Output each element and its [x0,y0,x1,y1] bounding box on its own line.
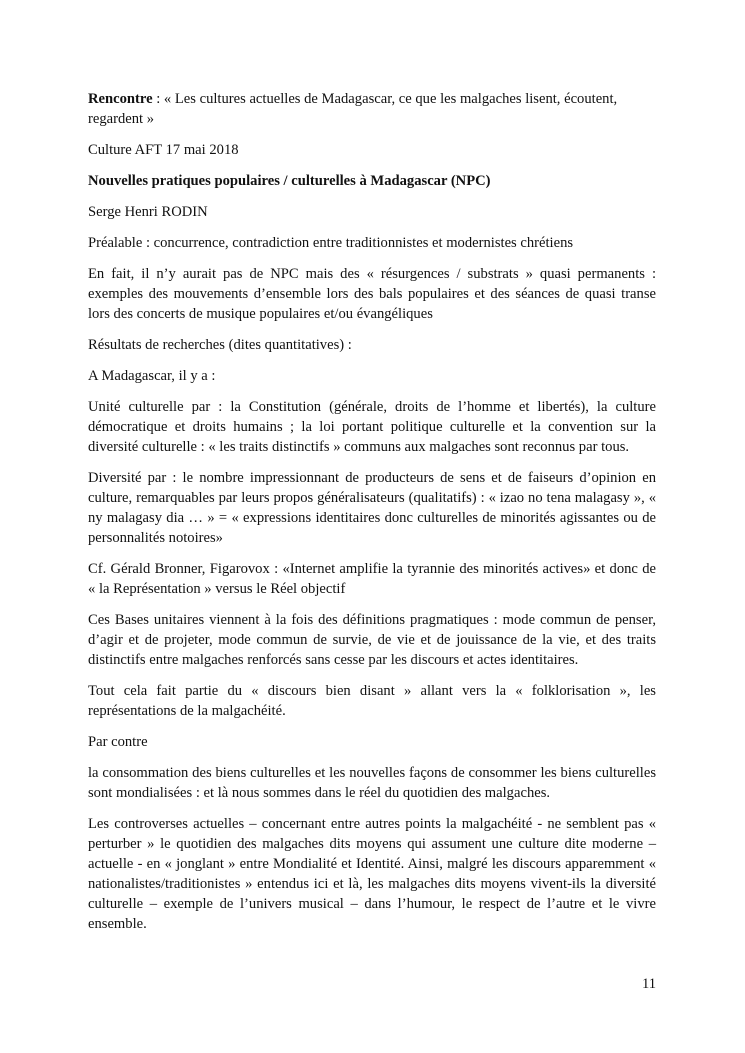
paragraph-controverses: Les controverses actuelles – concernant entre autres points la malgachéité - ne semblent pas « perturber » le quotidien des malgaches dits moyens qui assument une culture dite moderne – actuelle - en « jonglant » entre Mondialité et Identité. Ainsi, malgré les discours apparemment « nationalistes/traditionistes » entendus ici et là, les malgaches dits moyens vivent-ils la diversité culturelle – exemple de l’univers musical – dans l’humour, le respect de l’autre et le vivre ensemble. [88,816,656,932]
paragraph-bronner: Cf. Gérald Bronner, Figarovox : «Internet amplifie la tyrannie des minorités actives» et donc de « la Représentation » versus le Réel objectif [88,561,656,597]
document-subtitle: Nouvelles pratiques populaires / culturelles à Madagascar (NPC) [88,173,491,189]
author-name: Serge Henri RODIN [88,204,208,220]
document-heading [88,89,656,129]
paragraph-madagascar: A Madagascar, il y a : [88,368,216,384]
heading-label: Rencontre [88,91,153,107]
paragraph-consommation: la consommation des biens culturelles et les nouvelles façons de consommer les biens culturelles sont mondialisées : et là nous sommes dans le réel du quotidien des malgaches. [88,765,656,801]
paragraph-resultats: Résultats de recherches (dites quantitatives) : [88,337,352,353]
paragraph-diversite: Diversité par : le nombre impressionnant de producteurs de sens et de faiseurs d’opinion en culture, remarquables par leurs propos généralisateurs (qualitatifs) : « izao no tena malagasy », « ny malagasy dia … » = « expressions identitaires donc culturelles de minorités agissantes ou de personnalités notoires» [88,470,656,546]
paragraph-unite-culturelle: Unité culturelle par : la Constitution (générale, droits de l’homme et libertés), la culture démocratique et droits humains ; la loi portant politique culturelle et la convention sur la diversité culturelle : « les traits distinctifs » communs aux malgaches sont reconnus par tous. [88,399,656,455]
paragraph-bases-unitaires: Ces Bases unitaires viennent à la fois des définitions pragmatiques : mode commun de penser, d’agir et de projeter, mode commun de survie, de vie et de jouissance de la vie, et des traits distinctifs entre malgaches renforcés sans cesse par les discours et actes identitaires. [88,612,656,668]
document-body [88,89,656,945]
paragraph-par-contre: Par contre [88,734,148,750]
paragraph-en-fait: En fait, il n’y aurait pas de NPC mais des « résurgences / substrats » quasi permanents : exemples des mouvements d’ensemble lors des bals populaires et des séances de quasi transe lors des concerts de musique populaires et/ou évangéliques [88,266,656,322]
paragraph-discours: Tout cela fait partie du « discours bien disant » allant vers la « folklorisation », les représentations de la malgachéité. [88,683,656,719]
event-line: Culture AFT 17 mai 2018 [88,142,239,158]
paragraph-prealable: Préalable : concurrence, contradiction entre traditionnistes et modernistes chrétiens [88,235,574,251]
page-number: 11 [641,976,656,992]
heading-text: : « Les cultures actuelles de Madagascar, ce que les malgaches lisent, écoutent, regardent » [88,91,618,127]
